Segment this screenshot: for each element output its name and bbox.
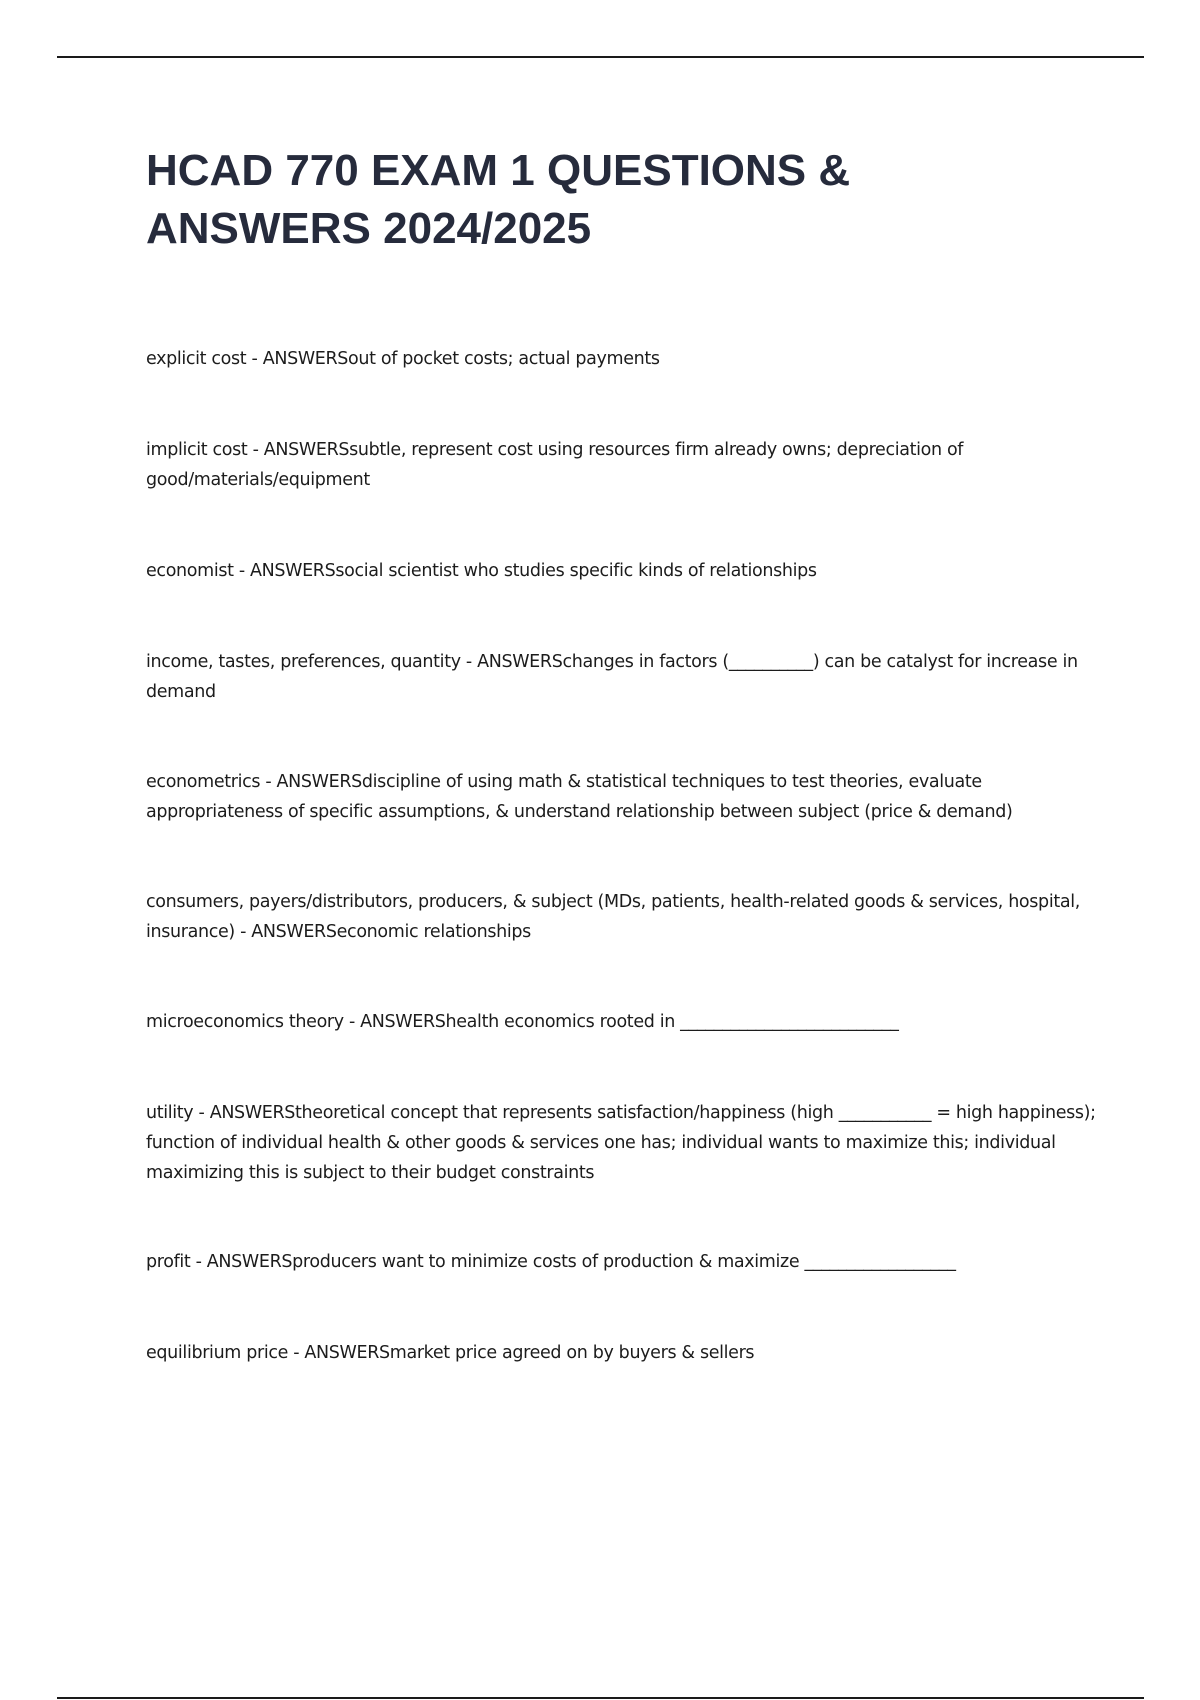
qa-entry: econometrics - ANSWERSdiscipline of using math & statistical techniques to test theories, evaluate appropriateness of specific assumptions, & understand relationship between subject (price & demand) (146, 772, 1013, 822)
qa-entry: consumers, payers/distributors, producers, & subject (MDs, patients, health-related goods & services, hospital, insurance) - ANSWERSeconomic relationships (146, 892, 1080, 942)
qa-entry: economist - ANSWERSsocial scientist who studies specific kinds of relationships (146, 561, 817, 581)
qa-entry: implicit cost - ANSWERSsubtle, represent cost using resources firm already owns; depreciation of good/materials/equipment (146, 440, 964, 490)
qa-entry: equilibrium price - ANSWERSmarket price agreed on by buyers & sellers (146, 1343, 755, 1363)
qa-entry: income, tastes, preferences, quantity - ANSWERSchanges in factors (__________) can be catalyst for increase in demand (146, 652, 1078, 702)
qa-entry: profit - ANSWERSproducers want to minimize costs of production & maximize __________________ (146, 1252, 956, 1272)
top-rule (57, 56, 1144, 58)
qa-entry: explicit cost - ANSWERSout of pocket costs; actual payments (146, 349, 660, 369)
bottom-rule (57, 1697, 1144, 1699)
qa-entry: microeconomics theory - ANSWERShealth economics rooted in __________________________ (146, 1012, 899, 1032)
document-title: HCAD 770 EXAM 1 QUESTIONS & ANSWERS 2024/2025 (146, 146, 851, 253)
qa-entry: utility - ANSWERStheoretical concept that represents satisfaction/happiness (high ___________ = high happiness); function of individual health & other goods & services one has; individual wants to maximize this; individual maximizing this is subject to their budget constraints (146, 1103, 1096, 1183)
